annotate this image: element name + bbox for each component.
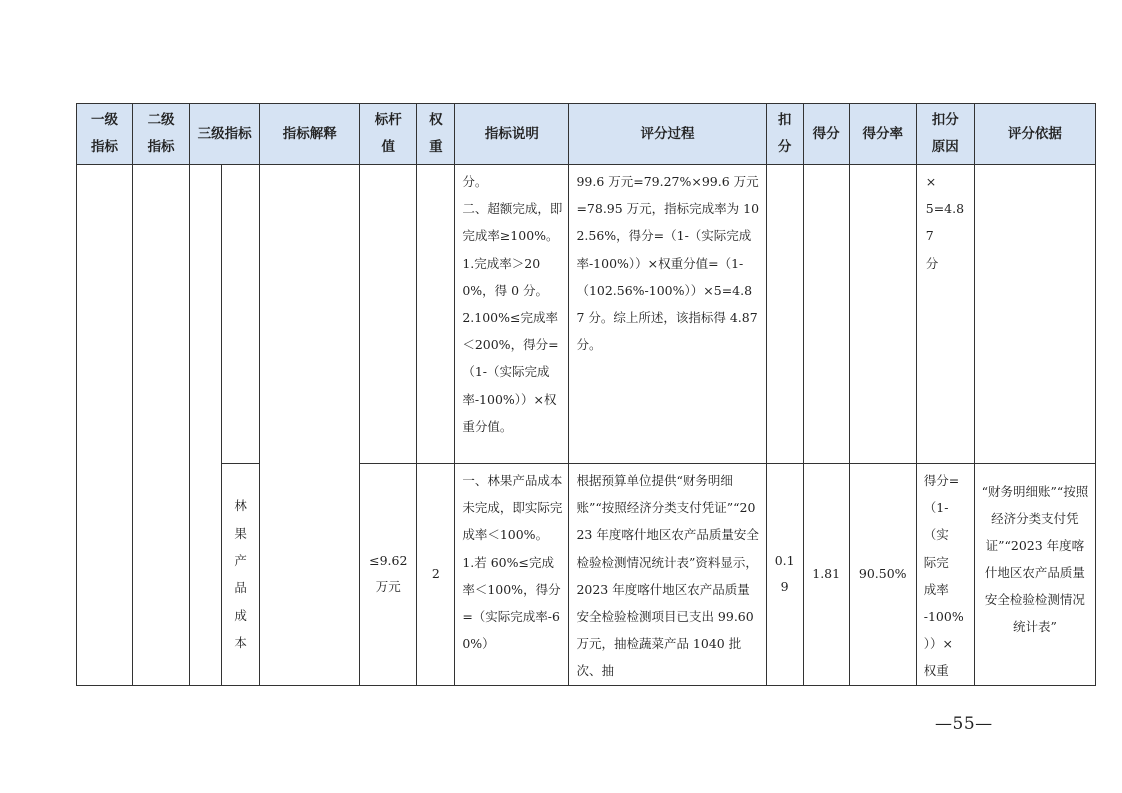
- level3-spacer-cell: [190, 165, 222, 686]
- header-process: 评分过程: [569, 104, 766, 165]
- weight-value-cell: [417, 464, 455, 686]
- score-value-cell: [803, 464, 849, 686]
- level3-item-cell: [222, 464, 260, 686]
- deduction-value-cell: [766, 464, 803, 686]
- process-cell: [569, 464, 766, 686]
- benchmark-value-cell: [360, 464, 417, 686]
- score-rate-value-cell: [849, 464, 916, 686]
- weight-value: 2: [431, 566, 440, 582]
- table-row: [77, 165, 1096, 464]
- header-deduction-reason: 扣分原因: [916, 104, 974, 165]
- score-rate-value: 90.50%: [858, 566, 907, 582]
- deduction-cell: [766, 165, 803, 464]
- header-explanation: 指标解释: [260, 104, 360, 165]
- level3-item-char: 品: [234, 580, 247, 596]
- score-rate-cell: [849, 165, 916, 464]
- description-text: 分。 二、超额完成，即完成率≥100%。 1.完成率＞200%，得 0 分。 2.100%≤完成率＜200%，得分=（1-（实际完成率-100%））×权重分值。: [462, 174, 563, 434]
- level3-item-char: 果: [234, 525, 247, 541]
- level3-item-char: 林: [234, 498, 247, 514]
- header-score-rate: 得分率: [849, 104, 916, 165]
- header-description: 指标说明: [455, 104, 569, 165]
- deduction-reason-text: 得分= （1- （实 际完 成率 -100% ））× 权重: [923, 473, 964, 679]
- header-level1: 一级指标: [77, 104, 133, 165]
- page-number: —55—: [935, 714, 993, 734]
- level3-item-char: 本: [234, 634, 247, 650]
- header-level2: 二级指标: [133, 104, 190, 165]
- weight-cell: [417, 165, 455, 464]
- process-text: 99.6 万元=79.27%×99.6 万元=78.95 万元，指标完成率为 102.56%，得分=（1-（实际完成率-100%））×权重分值=（1-（102.56%-100%））×5=4.87 分。综上所述，该指标得 4.87 分。: [576, 174, 760, 353]
- header-deduction: 扣分: [766, 104, 803, 165]
- basis-cell: [974, 165, 1095, 464]
- level1-cell: [77, 165, 133, 686]
- process-text: 根据预算单位提供“财务明细账”“按照经济分类支付凭证”“2023 年度喀什地区农产品质量安全检验检测情况统计表”资料显示，2023 年度喀什地区农产品质量安全检验检测项目已支出 99.60 万元，抽检蔬菜产品 1040 批次、抽: [576, 473, 759, 679]
- header-basis: 评分依据: [974, 104, 1095, 165]
- table-header-row: [77, 104, 1096, 165]
- level3-item-char: 成: [234, 607, 247, 623]
- deduction-value: 0.1 9: [774, 553, 795, 595]
- basis-cell: [974, 464, 1095, 686]
- level3-cell: [222, 165, 260, 464]
- deduction-reason-cell: [916, 464, 974, 686]
- evaluation-table: [76, 103, 1096, 686]
- level3-item-text: [222, 492, 259, 656]
- benchmark-cell: [360, 165, 417, 464]
- table-row: [77, 464, 1096, 686]
- score-cell: [803, 165, 849, 464]
- description-cell: [455, 464, 569, 686]
- score-value: 1.81: [812, 566, 841, 582]
- header-weight: 权重: [417, 104, 455, 165]
- description-text: 一、林果产品成本未完成，即实际完成率＜100%。 1.若 60%≤完成率＜100%，得分=（实际完成率-60%）: [462, 473, 563, 652]
- header-benchmark: 标杆值: [360, 104, 417, 165]
- level2-cell: [133, 165, 190, 686]
- deduction-reason-cell: [916, 165, 974, 464]
- process-cell: [569, 165, 766, 464]
- basis-text: “财务明细账”“按照经济分类支付凭证”“2023 年度喀什地区农产品质量安全检验检测情况统计表”: [981, 484, 1089, 634]
- level3-item-char: 产: [234, 553, 247, 569]
- header-score: 得分: [803, 104, 849, 165]
- benchmark-value: ≤9.62 万元: [369, 553, 408, 595]
- header-level3: 三级指标: [190, 104, 260, 165]
- explanation-cell: [260, 165, 360, 686]
- deduction-reason-text: × 5=4.87 分: [925, 174, 965, 271]
- description-cell: [455, 165, 569, 464]
